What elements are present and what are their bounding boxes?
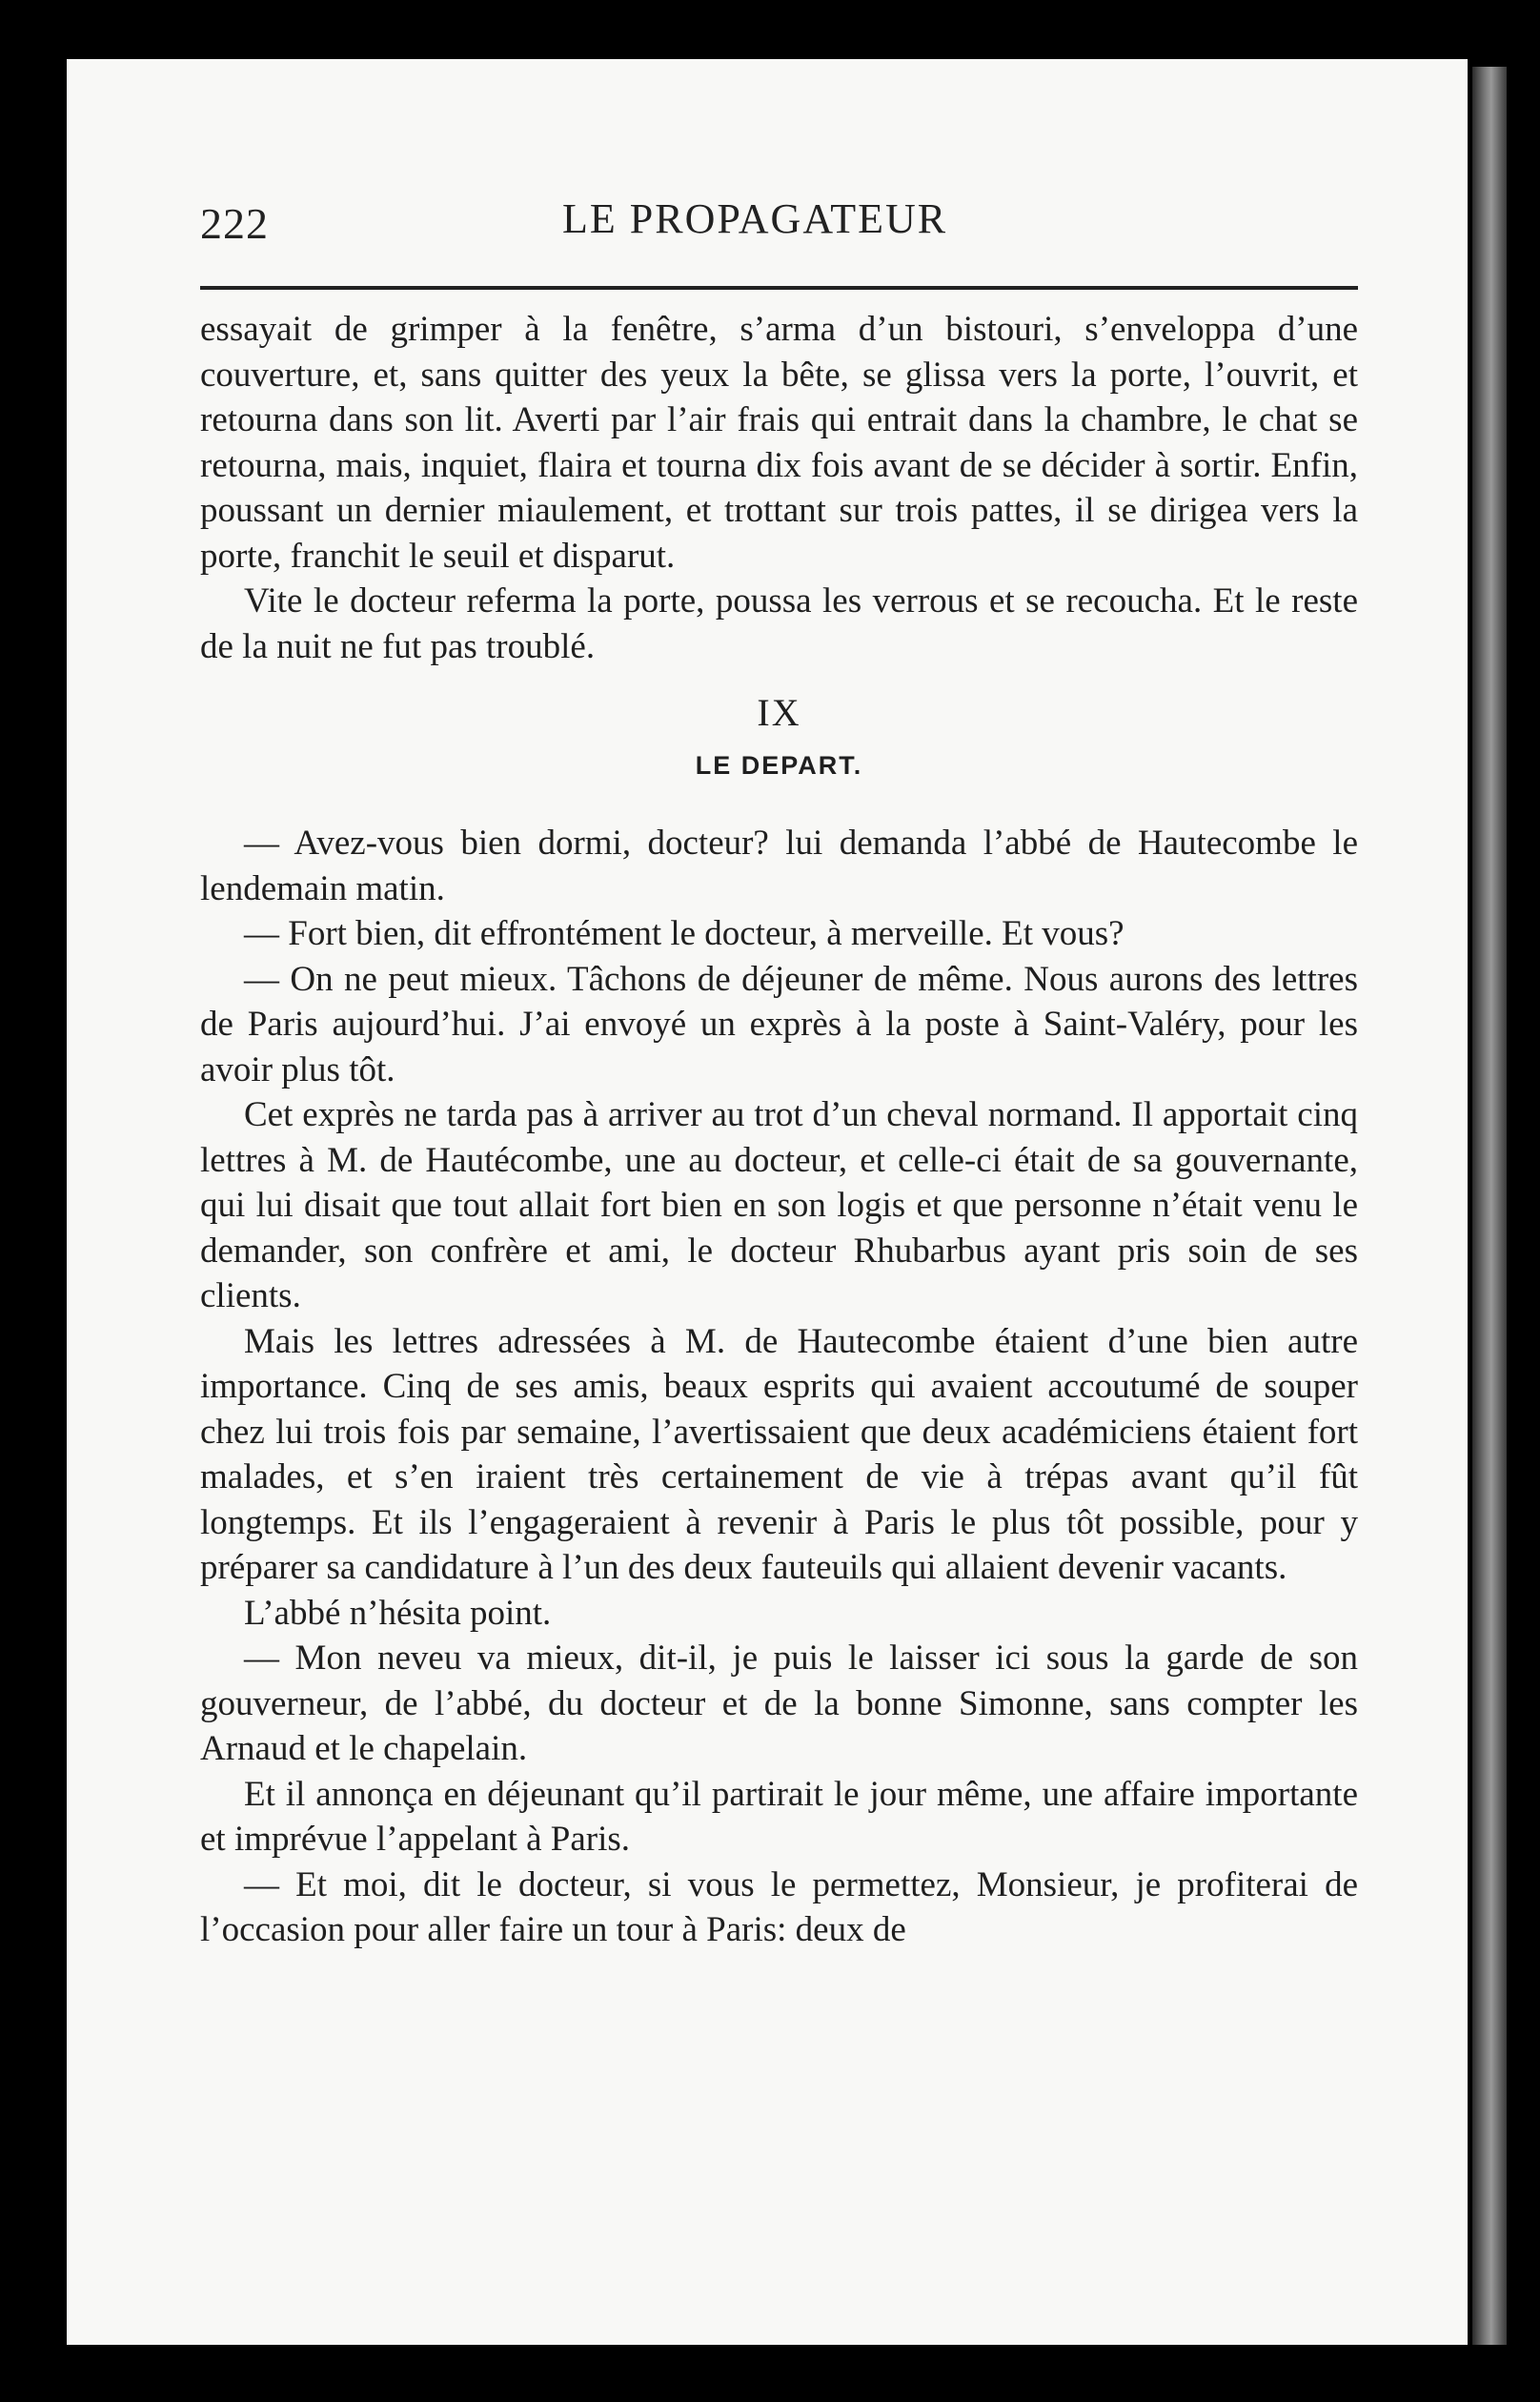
paragraph: — Avez-vous bien dormi, docteur? lui demanda l’abbé de Hautecombe le lendemain matin. — [200, 824, 1358, 908]
chapter-number: IX — [757, 691, 801, 734]
page-number: 222 — [200, 199, 269, 248]
body-text — [200, 307, 1358, 1953]
paragraph: L’abbé n’hésita point. — [244, 1593, 552, 1633]
paragraph: Et il annonça en déjeunant qu’il partirait le jour même, une affaire importante et imprévue l’appelant à Paris. — [200, 1774, 1358, 1859]
paragraph: essayait de grimper à la fenêtre, s’arma d’un bistouri, s’enveloppa d’une couverture, et, sans quitter des yeux la bête, se glissa vers la porte, l’ouvrit, et retourna dans son lit. Averti par l’air frais qui entrait dans la chambre, le chat se retourna, mais, inquiet, flaira et tourna dix fois avant de se décider à sortir. Enfin, poussant un dernier miaulement, et trottant sur trois pattes, il se dirigea vers la porte, franchit le seuil et disparut. — [200, 310, 1358, 576]
page-header — [200, 141, 1358, 248]
header-rule — [200, 286, 1358, 290]
paragraph: — Mon neveu va mieux, dit-il, je puis le laisser ici sous la garde de son gouverneur, de l’abbé, du docteur et de la bonne Simonne, sans compter les Arnaud et le chapelain. — [200, 1639, 1358, 1768]
chapter-title: LE DEPART. — [695, 750, 863, 780]
running-title: LE PROPAGATEUR — [562, 195, 948, 242]
paragraph: — Et moi, dit le docteur, si vous le permettez, Monsieur, je profiterai de l’occasion pour aller faire un tour à Paris: deux de — [200, 1864, 1358, 1949]
page-binding-shadow — [1472, 67, 1507, 2345]
paragraph: Vite le docteur referma la porte, poussa les verrous et se recoucha. Et le reste de la nuit ne fut pas troublé. — [200, 581, 1358, 666]
paragraph: — Fort bien, dit effrontément le docteur, à merveille. Et vous? — [244, 914, 1125, 953]
paragraph: Cet exprès ne tarda pas à arriver au trot d’un cheval normand. Il apportait cinq lettres à M. de Hautécombe, une au docteur, et celle-ci était de sa gouvernante, qui lui disait que tout allait fort bien en son logis et que personne n’était venu le demander, son confrère et ami, le docteur Rhubarbus ayant pris soin de ses clients. — [200, 1095, 1358, 1315]
paragraph: Mais les lettres adressées à M. de Hautecombe étaient d’une bien autre importance. Cinq de ses amis, beaux esprits qui avaient accoutumé de souper chez lui trois fois par semaine, l’avertissaient que deux académiciens étaient fort malades, et s’en iraient très certainement de vie à trépas avant qu’il fût longtemps. Et ils l’engageraient à revenir à Paris le plus tôt possible, pour y préparer sa candidature à l’un des deux fauteuils qui allaient devenir vacants. — [200, 1321, 1358, 1587]
paragraph: — On ne peut mieux. Tâchons de déjeuner de même. Nous aurons des lettres de Paris aujourd’hui. J’ai envoyé un exprès à la poste à Saint-Valéry, pour les avoir plus tôt. — [200, 959, 1358, 1089]
